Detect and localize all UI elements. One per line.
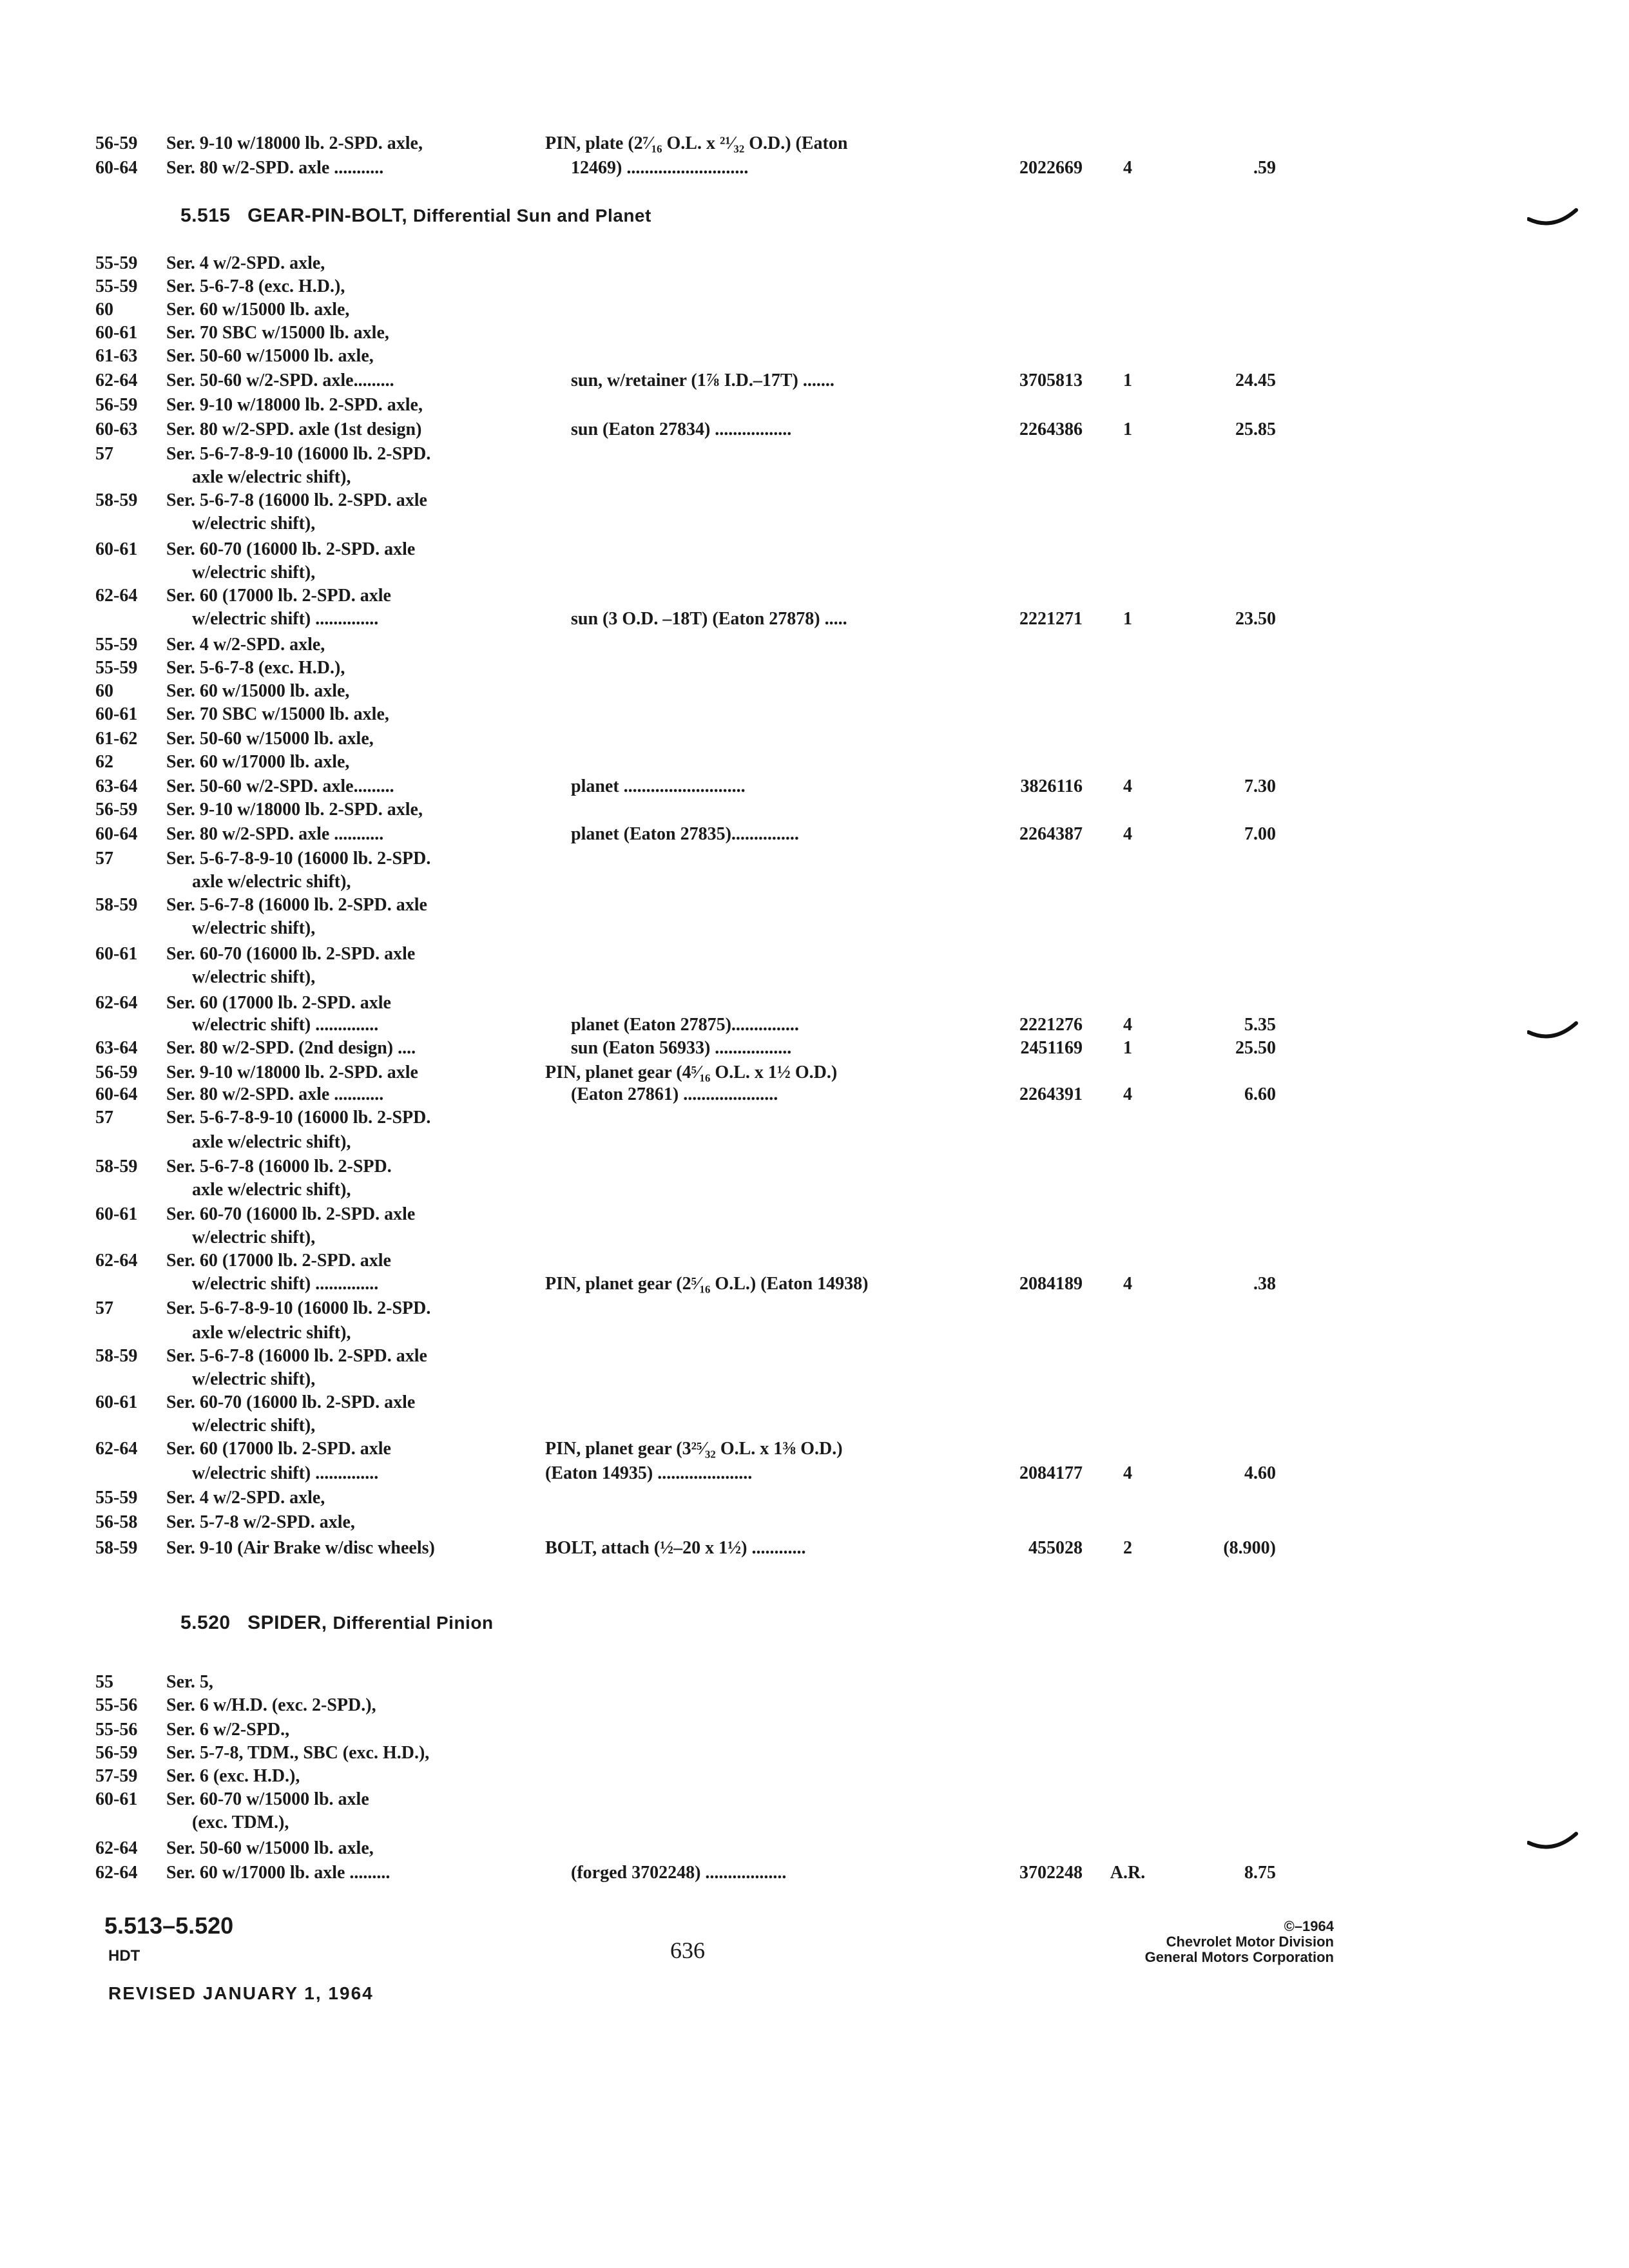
applicable-years: 62-64: [95, 586, 138, 606]
model-application: (exc. TDM.),: [192, 1812, 289, 1832]
part-description: sun (Eaton 27834) .................: [571, 419, 792, 439]
list-price: 24.45: [1235, 370, 1276, 390]
model-application: w/electric shift),: [192, 918, 316, 938]
quantity: 4: [1123, 1463, 1132, 1483]
applicable-years: 62-64: [95, 370, 138, 390]
table-row: [0, 1107, 1629, 1129]
table-row: [0, 1392, 1629, 1414]
applicable-years: 60-64: [95, 1084, 138, 1104]
table-row: [0, 1671, 1629, 1693]
section-subtitle: Differential Pinion: [333, 1613, 494, 1633]
model-application: w/electric shift) ..............: [192, 1274, 379, 1294]
table-row: [0, 443, 1629, 465]
applicable-years: 62-64: [95, 1439, 138, 1459]
applicable-years: 62-64: [95, 1863, 138, 1883]
section-heading-5-520: [180, 1612, 494, 1634]
table-row: [0, 322, 1629, 344]
model-application: Ser. 60-70 (16000 lb. 2-SPD. axle: [166, 539, 416, 559]
applicable-years: 58-59: [95, 490, 138, 510]
model-application: Ser. 70 SBC w/15000 lb. axle,: [166, 323, 389, 343]
model-application: w/electric shift),: [192, 562, 316, 582]
quantity: 4: [1123, 776, 1132, 796]
table-row: [0, 1014, 1629, 1036]
part-number: 2084189: [1019, 1274, 1083, 1294]
part-number: 455028: [1028, 1538, 1083, 1558]
applicable-years: 56-59: [95, 1743, 138, 1763]
applicable-years: 55-59: [95, 1488, 138, 1508]
model-application: Ser. 50-60 w/2-SPD. axle.........: [166, 370, 394, 390]
model-application: Ser. 4 w/2-SPD. axle,: [166, 635, 325, 655]
table-row: [0, 1862, 1629, 1884]
table-row: [0, 513, 1629, 535]
model-application: Ser. 5-6-7-8 (16000 lb. 2-SPD.: [166, 1157, 392, 1177]
table-row: [0, 1789, 1629, 1811]
quantity: 1: [1123, 419, 1132, 439]
quantity: 1: [1123, 609, 1132, 629]
applicable-years: 55-59: [95, 276, 138, 296]
applicable-years: 56-58: [95, 1512, 138, 1532]
table-row: [0, 799, 1629, 821]
model-application: Ser. 80 w/2-SPD. axle ...........: [166, 1084, 384, 1104]
model-application: Ser. 60 (17000 lb. 2-SPD. axle: [166, 1251, 391, 1271]
part-description: PIN, planet gear (3²⁵⁄₃₂ O.L. x 1⅜ O.D.): [545, 1439, 843, 1459]
applicable-years: 57: [95, 849, 113, 869]
model-application: Ser. 5-7-8, TDM., SBC (exc. H.D.),: [166, 1743, 430, 1763]
binder-hole-mark: [1527, 1829, 1579, 1854]
part-number: 2451169: [1020, 1038, 1083, 1058]
model-application: Ser. 9-10 w/18000 lb. 2-SPD. axle,: [166, 800, 423, 820]
part-number: 3705813: [1019, 370, 1083, 390]
part-description: (forged 3702248) ..................: [571, 1863, 787, 1883]
list-price: 5.35: [1244, 1015, 1276, 1035]
part-description: planet (Eaton 27875)...............: [571, 1015, 799, 1035]
applicable-years: 60-61: [95, 1392, 138, 1412]
model-application: Ser. 5-6-7-8 (exc. H.D.),: [166, 276, 345, 296]
applicable-years: 57: [95, 1298, 113, 1318]
applicable-years: 60-64: [95, 824, 138, 844]
section-title: GEAR-PIN-BOLT,: [247, 205, 408, 226]
part-number: 2084177: [1019, 1463, 1083, 1483]
applicable-years: 56-59: [95, 395, 138, 415]
list-price: 4.60: [1244, 1463, 1276, 1483]
model-application: Ser. 60 w/15000 lb. axle,: [166, 300, 350, 320]
table-row: [0, 585, 1629, 607]
applicable-years: 60-61: [95, 539, 138, 559]
table-row: [0, 1512, 1629, 1533]
model-application: Ser. 5-6-7-8 (16000 lb. 2-SPD. axle: [166, 1346, 427, 1366]
model-application: Ser. 9-10 w/18000 lb. 2-SPD. axle: [166, 1062, 418, 1082]
model-application: axle w/electric shift),: [192, 1180, 351, 1200]
applicable-years: 58-59: [95, 1346, 138, 1366]
model-application: w/electric shift),: [192, 514, 316, 533]
applicable-years: 58-59: [95, 895, 138, 915]
list-price: 7.00: [1244, 824, 1276, 844]
table-row: [0, 1537, 1629, 1559]
applicable-years: 60-61: [95, 704, 138, 724]
part-description: planet ...........................: [571, 776, 746, 796]
list-price: .38: [1253, 1274, 1276, 1294]
part-description: (Eaton 14935) .....................: [545, 1463, 753, 1483]
table-row: [0, 394, 1629, 416]
applicable-years: 57-59: [95, 1766, 138, 1786]
quantity: A.R.: [1110, 1863, 1146, 1883]
table-row: [0, 776, 1629, 798]
section-title: SPIDER,: [247, 1612, 327, 1633]
table-row: [0, 943, 1629, 965]
table-row: [0, 1084, 1629, 1106]
table-row: [0, 157, 1629, 179]
section-range: 5.513–5.520: [104, 1912, 234, 1939]
quantity: 4: [1123, 1274, 1132, 1294]
applicable-years: 62-64: [95, 1838, 138, 1858]
table-row: [0, 345, 1629, 367]
table-row: [0, 1719, 1629, 1741]
model-application: Ser. 80 w/2-SPD. axle ...........: [166, 824, 384, 844]
part-description: (Eaton 27861) .....................: [571, 1084, 778, 1104]
model-application: Ser. 9-10 w/18000 lb. 2-SPD. axle,: [166, 133, 423, 153]
part-description: sun, w/retainer (1⅞ I.D.–17T) .......: [571, 370, 834, 390]
applicable-years: 60-61: [95, 944, 138, 964]
applicable-years: 55: [95, 1672, 113, 1692]
table-row: [0, 1227, 1629, 1249]
model-application: w/electric shift),: [192, 1416, 316, 1436]
model-application: Ser. 70 SBC w/15000 lb. axle,: [166, 704, 389, 724]
applicable-years: 56-59: [95, 1062, 138, 1082]
quantity: 4: [1123, 1084, 1132, 1104]
list-price: (8.900): [1223, 1538, 1276, 1558]
table-row: [0, 276, 1629, 298]
part-description: PIN, planet gear (2⁵⁄₁₆ O.L.) (Eaton 14938): [545, 1274, 869, 1294]
table-row: [0, 253, 1629, 274]
model-application: axle w/electric shift),: [192, 872, 351, 892]
part-description: PIN, planet gear (4⁵⁄₁₆ O.L. x 1½ O.D.): [545, 1062, 838, 1082]
table-row: [0, 419, 1629, 441]
model-application: w/electric shift),: [192, 1369, 316, 1389]
model-application: axle w/electric shift),: [192, 467, 351, 487]
model-application: Ser. 9-10 (Air Brake w/disc wheels): [166, 1538, 435, 1558]
section-subtitle: Differential Sun and Planet: [413, 206, 651, 226]
model-application: Ser. 80 w/2-SPD. (2nd design) ....: [166, 1038, 416, 1058]
table-row: [0, 728, 1629, 750]
table-row: [0, 918, 1629, 939]
applicable-years: 60-61: [95, 1789, 138, 1809]
table-row: [0, 370, 1629, 392]
table-row: [0, 657, 1629, 679]
table-row: [0, 133, 1629, 155]
quantity: 4: [1123, 158, 1132, 178]
catalog-code: HDT: [108, 1947, 140, 1965]
applicable-years: 56-59: [95, 133, 138, 153]
model-application: Ser. 50-60 w/2-SPD. axle.........: [166, 776, 394, 796]
binder-hole-mark: [1527, 1018, 1579, 1044]
part-description: PIN, plate (2⁷⁄₁₆ O.L. x ²¹⁄₃₂ O.D.) (Eaton: [545, 133, 848, 153]
table-row: [0, 1298, 1629, 1320]
table-row: [0, 1273, 1629, 1295]
table-row: [0, 1131, 1629, 1153]
table-row: [0, 1463, 1629, 1485]
applicable-years: 60-63: [95, 419, 138, 439]
table-row: [0, 1812, 1629, 1834]
binder-hole-mark: [1527, 205, 1579, 231]
division: Chevrolet Motor Division: [1166, 1934, 1334, 1950]
table-row: [0, 1695, 1629, 1716]
applicable-years: 63-64: [95, 1038, 138, 1058]
model-application: Ser. 60 (17000 lb. 2-SPD. axle: [166, 1439, 391, 1459]
table-row: [0, 1438, 1629, 1460]
applicable-years: 58-59: [95, 1157, 138, 1177]
applicable-years: 60: [95, 681, 113, 701]
corporation: General Motors Corporation: [1144, 1949, 1334, 1965]
part-number: 2264391: [1019, 1084, 1083, 1104]
applicable-years: 60: [95, 300, 113, 320]
publisher-block: [1095, 1919, 1334, 1965]
list-price: 7.30: [1244, 776, 1276, 796]
model-application: Ser. 5,: [166, 1672, 213, 1692]
table-row: [0, 1742, 1629, 1764]
model-application: Ser. 60-70 (16000 lb. 2-SPD. axle: [166, 944, 416, 964]
table-row: [0, 1204, 1629, 1225]
table-row: [0, 1415, 1629, 1437]
applicable-years: 63-64: [95, 776, 138, 796]
part-number: 2022669: [1019, 158, 1083, 178]
model-application: axle w/electric shift),: [192, 1132, 351, 1152]
applicable-years: 61-62: [95, 729, 138, 749]
part-description: 12469) ...........................: [571, 158, 749, 178]
quantity: 4: [1123, 1015, 1132, 1035]
applicable-years: 55-59: [95, 635, 138, 655]
model-application: Ser. 5-6-7-8 (16000 lb. 2-SPD. axle: [166, 490, 427, 510]
table-row: [0, 1765, 1629, 1787]
table-row: [0, 608, 1629, 630]
table-row: [0, 751, 1629, 773]
model-application: Ser. 5-6-7-8-9-10 (16000 lb. 2-SPD.: [166, 849, 431, 869]
copyright: ©–1964: [1284, 1918, 1334, 1934]
applicable-years: 62: [95, 752, 113, 772]
table-row: [0, 848, 1629, 870]
section-number: 5.520: [180, 1612, 231, 1633]
model-application: Ser. 60-70 w/15000 lb. axle: [166, 1789, 369, 1809]
model-application: Ser. 6 w/H.D. (exc. 2-SPD.),: [166, 1695, 376, 1715]
table-row: [0, 562, 1629, 584]
model-application: Ser. 5-6-7-8-9-10 (16000 lb. 2-SPD.: [166, 444, 431, 464]
table-row: [0, 634, 1629, 656]
table-row: [0, 1037, 1629, 1059]
quantity: 4: [1123, 824, 1132, 844]
part-number: 3826116: [1020, 776, 1083, 796]
applicable-years: 60-64: [95, 158, 138, 178]
table-row: [0, 992, 1629, 1014]
table-row: [0, 539, 1629, 561]
model-application: w/electric shift) ..............: [192, 609, 379, 629]
part-number: 2264387: [1019, 824, 1083, 844]
table-row: [0, 680, 1629, 702]
table-row: [0, 894, 1629, 916]
model-application: w/electric shift) ..............: [192, 1463, 379, 1483]
model-application: Ser. 80 w/2-SPD. axle (1st design): [166, 419, 422, 439]
part-description: BOLT, attach (½–20 x 1½) ............: [545, 1538, 806, 1558]
part-number: 3702248: [1019, 1863, 1083, 1883]
list-price: 6.60: [1244, 1084, 1276, 1104]
applicable-years: 58-59: [95, 1538, 138, 1558]
table-row: [0, 1062, 1629, 1084]
part-number: 2264386: [1019, 419, 1083, 439]
model-application: Ser. 60 (17000 lb. 2-SPD. axle: [166, 586, 391, 606]
model-application: Ser. 5-6-7-8 (16000 lb. 2-SPD. axle: [166, 895, 427, 915]
table-row: [0, 1250, 1629, 1272]
table-row: [0, 1369, 1629, 1390]
list-price: 23.50: [1235, 609, 1276, 629]
revision-date: REVISED JANUARY 1, 1964: [108, 1983, 374, 2003]
model-application: Ser. 4 w/2-SPD. axle,: [166, 253, 325, 273]
model-application: Ser. 5-6-7-8 (exc. H.D.),: [166, 658, 345, 678]
table-row: [0, 1156, 1629, 1178]
applicable-years: 57: [95, 1108, 113, 1128]
table-row: [0, 1322, 1629, 1344]
list-price: 25.85: [1235, 419, 1276, 439]
model-application: Ser. 50-60 w/15000 lb. axle,: [166, 729, 374, 749]
table-row: [0, 1345, 1629, 1367]
model-application: Ser. 50-60 w/15000 lb. axle,: [166, 346, 374, 366]
quantity: 1: [1123, 370, 1132, 390]
model-application: w/electric shift),: [192, 967, 316, 987]
model-application: Ser. 5-7-8 w/2-SPD. axle,: [166, 1512, 355, 1532]
section-number: 5.515: [180, 205, 231, 226]
applicable-years: 57: [95, 444, 113, 464]
list-price: .59: [1253, 158, 1276, 178]
model-application: Ser. 50-60 w/15000 lb. axle,: [166, 1838, 374, 1858]
model-application: Ser. 80 w/2-SPD. axle ...........: [166, 158, 384, 178]
part-description: sun (3 O.D. –18T) (Eaton 27878) .....: [571, 609, 847, 629]
applicable-years: 56-59: [95, 800, 138, 820]
table-row: [0, 871, 1629, 893]
table-row: [0, 299, 1629, 321]
model-application: Ser. 6 w/2-SPD.,: [166, 1720, 290, 1740]
applicable-years: 62-64: [95, 993, 138, 1013]
model-application: Ser. 60 (17000 lb. 2-SPD. axle: [166, 993, 391, 1013]
model-application: Ser. 60 w/15000 lb. axle,: [166, 681, 350, 701]
model-application: w/electric shift) ..............: [192, 1015, 379, 1035]
model-application: Ser. 60 w/17000 lb. axle,: [166, 752, 350, 772]
part-number: 2221271: [1019, 609, 1083, 629]
applicable-years: 55-59: [95, 253, 138, 273]
part-number: 2221276: [1019, 1015, 1083, 1035]
quantity: 1: [1123, 1038, 1132, 1058]
section-heading-5-515: [180, 205, 651, 227]
applicable-years: 55-56: [95, 1695, 138, 1715]
applicable-years: 62-64: [95, 1251, 138, 1271]
model-application: Ser. 60-70 (16000 lb. 2-SPD. axle: [166, 1392, 416, 1412]
applicable-years: 60-61: [95, 323, 138, 343]
table-row: [0, 1487, 1629, 1509]
model-application: Ser. 60-70 (16000 lb. 2-SPD. axle: [166, 1204, 416, 1224]
applicable-years: 60-61: [95, 1204, 138, 1224]
table-row: [0, 1179, 1629, 1201]
model-application: w/electric shift),: [192, 1227, 316, 1247]
part-description: sun (Eaton 56933) .................: [571, 1038, 792, 1058]
applicable-years: 55-59: [95, 658, 138, 678]
model-application: Ser. 5-6-7-8-9-10 (16000 lb. 2-SPD.: [166, 1298, 431, 1318]
table-row: [0, 490, 1629, 512]
page-number: 636: [670, 1937, 705, 1963]
applicable-years: 61-63: [95, 346, 138, 366]
model-application: Ser. 6 (exc. H.D.),: [166, 1766, 300, 1786]
model-application: axle w/electric shift),: [192, 1323, 351, 1343]
model-application: Ser. 5-6-7-8-9-10 (16000 lb. 2-SPD.: [166, 1108, 431, 1128]
table-row: [0, 966, 1629, 988]
applicable-years: 55-56: [95, 1720, 138, 1740]
list-price: 25.50: [1235, 1038, 1276, 1058]
model-application: Ser. 9-10 w/18000 lb. 2-SPD. axle,: [166, 395, 423, 415]
table-row: [0, 1838, 1629, 1860]
model-application: Ser. 4 w/2-SPD. axle,: [166, 1488, 325, 1508]
table-row: [0, 466, 1629, 488]
model-application: Ser. 60 w/17000 lb. axle .........: [166, 1863, 390, 1883]
list-price: 8.75: [1244, 1863, 1276, 1883]
table-row: [0, 704, 1629, 726]
table-row: [0, 823, 1629, 845]
quantity: 2: [1123, 1538, 1132, 1558]
part-description: planet (Eaton 27835)...............: [571, 824, 799, 844]
